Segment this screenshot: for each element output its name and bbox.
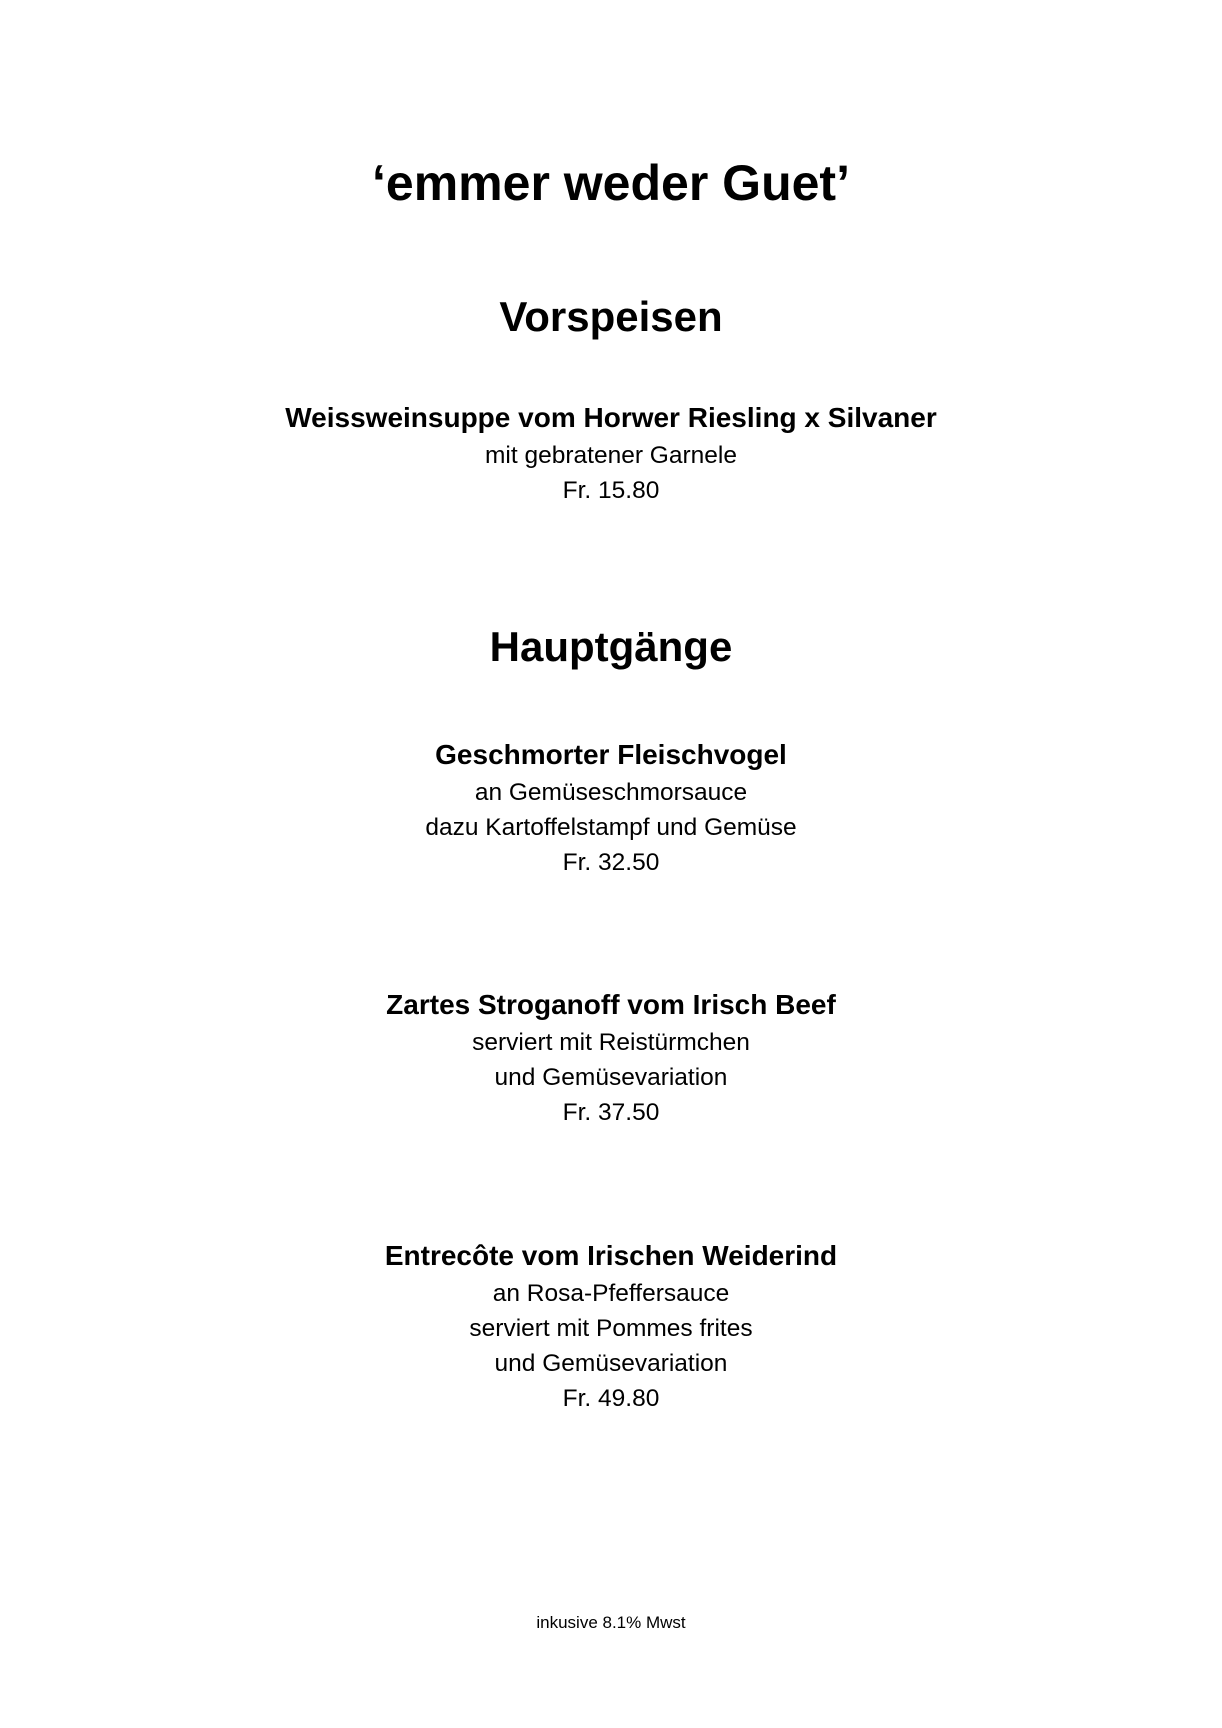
section-heading-hauptgaenge: Hauptgänge	[489, 623, 733, 670]
dish-description: an Gemüseschmorsauce	[474, 779, 748, 806]
menu-title: ‘emmer weder Guet’	[372, 155, 850, 211]
dish-description: und Gemüsevariation	[494, 1350, 728, 1377]
dish-price: Fr. 37.50	[562, 1099, 660, 1126]
dish-item	[0, 985, 1222, 1130]
dish-description: serviert mit Pommes frites	[469, 1315, 753, 1342]
dish-price: Fr. 49.80	[562, 1385, 660, 1412]
dish-description: serviert mit Reistürmchen	[472, 1029, 750, 1056]
dish-description: dazu Kartoffelstampf und Gemüse	[425, 814, 797, 841]
dish-price: Fr. 32.50	[562, 849, 660, 876]
dish-name: Zartes Stroganoff vom Irisch Beef	[386, 989, 836, 1020]
dish-item	[0, 1236, 1222, 1416]
dish-price: Fr. 15.80	[562, 477, 660, 504]
section-heading-vorspeisen: Vorspeisen	[499, 293, 723, 340]
dish-description: mit gebratener Garnele	[485, 442, 737, 469]
dish-item	[0, 398, 1222, 508]
dish-name: Geschmorter Fleischvogel	[435, 739, 787, 770]
dish-description: an Rosa-Pfeffersauce	[492, 1280, 730, 1307]
vat-note: inkusive 8.1% Mwst	[536, 1613, 686, 1632]
dish-description: und Gemüsevariation	[494, 1064, 728, 1091]
dish-item	[0, 735, 1222, 880]
dish-name: Entrecôte vom Irischen Weiderind	[384, 1240, 838, 1271]
dish-name: Weissweinsuppe vom Horwer Riesling x Silvaner	[285, 402, 937, 433]
